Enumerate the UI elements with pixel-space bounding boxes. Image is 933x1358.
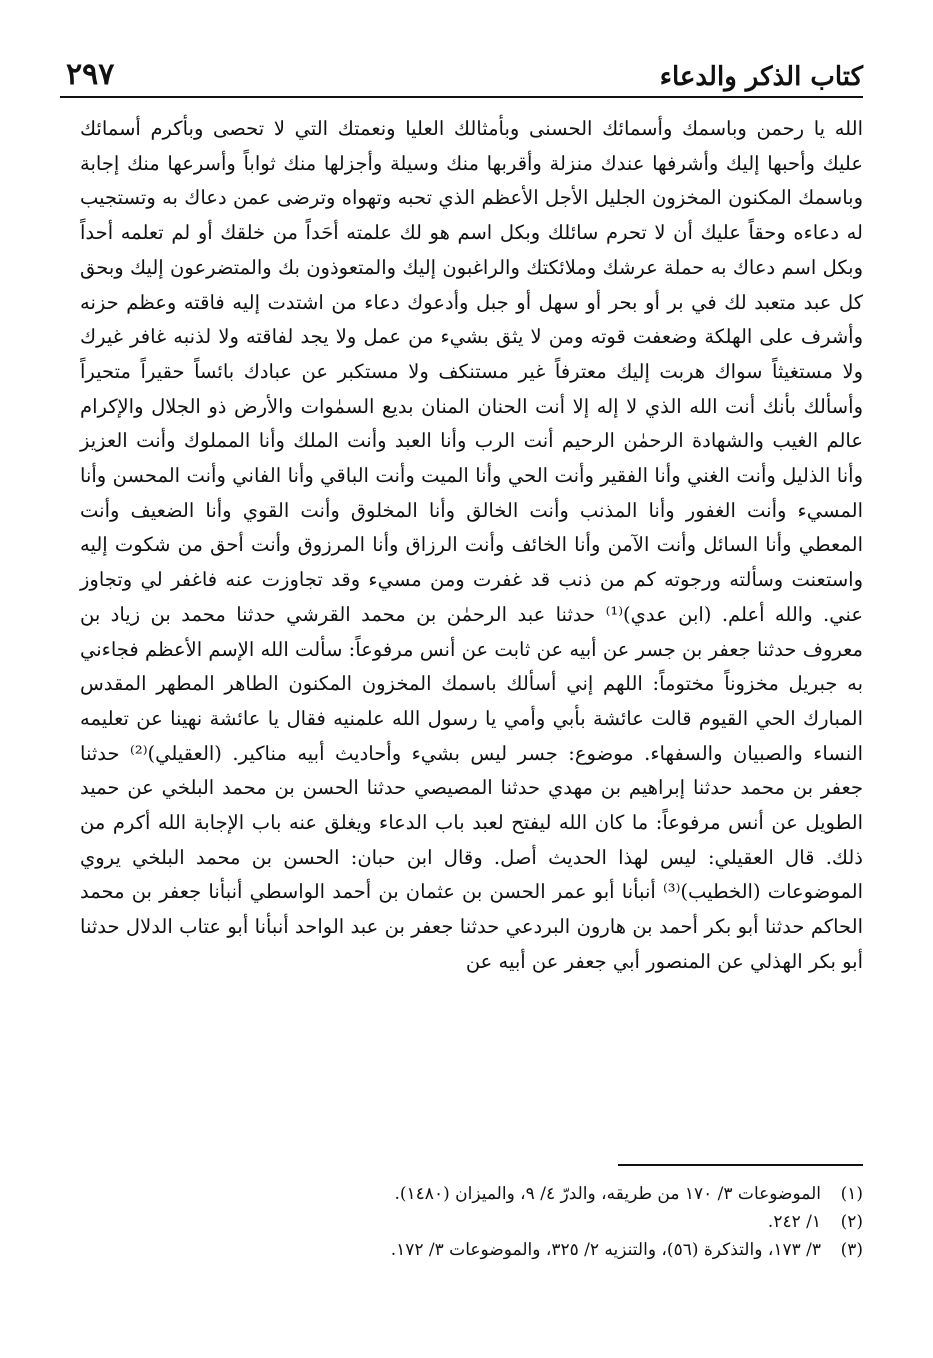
footnote-number: (٣) [840, 1240, 863, 1260]
footnote-text: ١/ ٢٤٢. [767, 1212, 821, 1232]
footnote-2 [80, 1208, 863, 1236]
footnote-3 [80, 1236, 863, 1264]
footnote-separator [618, 1164, 863, 1166]
page-header [60, 52, 863, 98]
footnote-1 [80, 1180, 863, 1208]
main-text [80, 112, 863, 980]
page-number: ٢٩٧ [66, 57, 115, 92]
footnotes [80, 1180, 863, 1264]
main-paragraph: الله يا رحمن وباسمك وأسمائك الحسنى وبأمثالك العليا ونعمتك التي لا تحصى وبأكرم أسمائك عليك وأحبها إليك وأشرفها عندك منزلة وأقربها منك وسيلة وأجزلها منك ثواباً وأسرعها منك إجابة وباسمك المكنون المخزون الجليل الأجل الأعظم الذي تحبه وتهواه وترضى عمن دعاك به وتستجيب له دعاءه وحقاً عليك أن لا تحرم سائلك وبكل اسم هو لك علمته أحَداً من خلقك أو لم تعلمه أحداً وبكل اسم دعاك به حملة عرشك وملائكتك والراغبون إليك والمتعوذون بك والمتضرعون إليك وبحق كل عبد متعبد لك في بر أو بحر أو سهل أو جبل وأدعوك دعاء من اشتدت إليه فاقته وعظم حزنه وأشرف على الهلكة وضعفت قوته ومن لا يثق بشيء من عمل ولا يجد لفاقته ولا لذنبه غافر غيرك ولا مستغيثاً سواك هربت إليك معترفاً غير مستنكف ولا مستكبر عن عبادك بائساً حقيراً متحيراً وأسألك بأنك أنت الله الذي لا إله إلا أنت الحنان المنان بديع السمٰوات والأرض ذو الجلال والإكرام عالم الغيب والشهادة الرحمٰن الرحيم أنت الرب وأنا العبد وأنت الملك وأنا المملوك وأنت العزيز وأنا الذليل وأنت الغني وأنا الفقير وأنت الحي وأنا الميت وأنت الباقي وأنا الفاني وأنت المحسن وأنا المسيء وأنت الغفور وأنا المذنب وأنت الخالق وأنا المخلوق وأنت القوي وأنا الضعيف وأنت المعطي وأنا السائل وأنت الآمن وأنا الخائف وأنت الرزاق وأنا المرزوق وأنت أحق من شكوت إليه واستعنت وسألته ورجوته كم من ذنب قد غفرت ومن مسيء وقد تجاوزت عنه فاغفر لي وتجاوز عني. والله أعلم. (ابن عدي)⁽¹⁾ حدثنا عبد الرحمٰن بن محمد القرشي حدثنا محمد بن زياد بن معروف حدثنا جعفر بن جسر عن أبيه عن ثابت عن أنس مرفوعاً: سألت الله الإسم الأعظم فجاءني به جبريل مخزوناً مختوماً: اللهم إني أسألك باسمك المخزون المكنون الطاهر المطهر المقدس المبارك الحي القيوم قالت عائشة بأبي وأمي يا رسول الله علمنيه فقال يا عائشة نهينا عن تعليمه النساء والصبيان والسفهاء. موضوع: جسر ليس بشيء وأحاديث أبيه مناكير. (العقيلي)⁽²⁾ حدثنا جعفر بن محمد حدثنا إبراهيم بن مهدي حدثنا المصيصي حدثنا الحسن بن محمد البلخي عن حميد الطويل عن أنس مرفوعاً: ما كان الله ليفتح لعبد باب الدعاء ويغلق عنه باب الإجابة الله أكرم من ذلك. قال العقيلي: ليس لهذا الحديث أصل. وقال ابن حبان: الحسن بن محمد البلخي يروي الموضوعات (الخطيب)⁽³⁾ أنبأنا أبو عمر الحسن بن عثمان بن أحمد الواسطي أنبأنا جعفر بن محمد الحاكم حدثنا أبو بكر أحمد بن هارون البردعي حدثنا جعفر بن عبد الواحد أنبأنا أبو عتاب الدلال حدثنا أبو بكر الهذلي عن المنصور أبي جعفر عن أبيه عن [80, 117, 864, 973]
running-title: كتاب الذكر والدعاء [659, 62, 863, 92]
footnote-number: (١) [840, 1184, 863, 1204]
footnote-text: ٣/ ١٧٣، والتذكرة (٥٦)، والتنزيه ٢/ ٣٢٥، والموضوعات ٣/ ١٧٢. [390, 1240, 821, 1260]
footnote-text: الموضوعات ٣/ ١٧٠ من طريقه، والدرّ ٤/ ٩، والميزان (١٤٨٠). [394, 1184, 821, 1204]
footnote-number: (٢) [840, 1212, 863, 1232]
